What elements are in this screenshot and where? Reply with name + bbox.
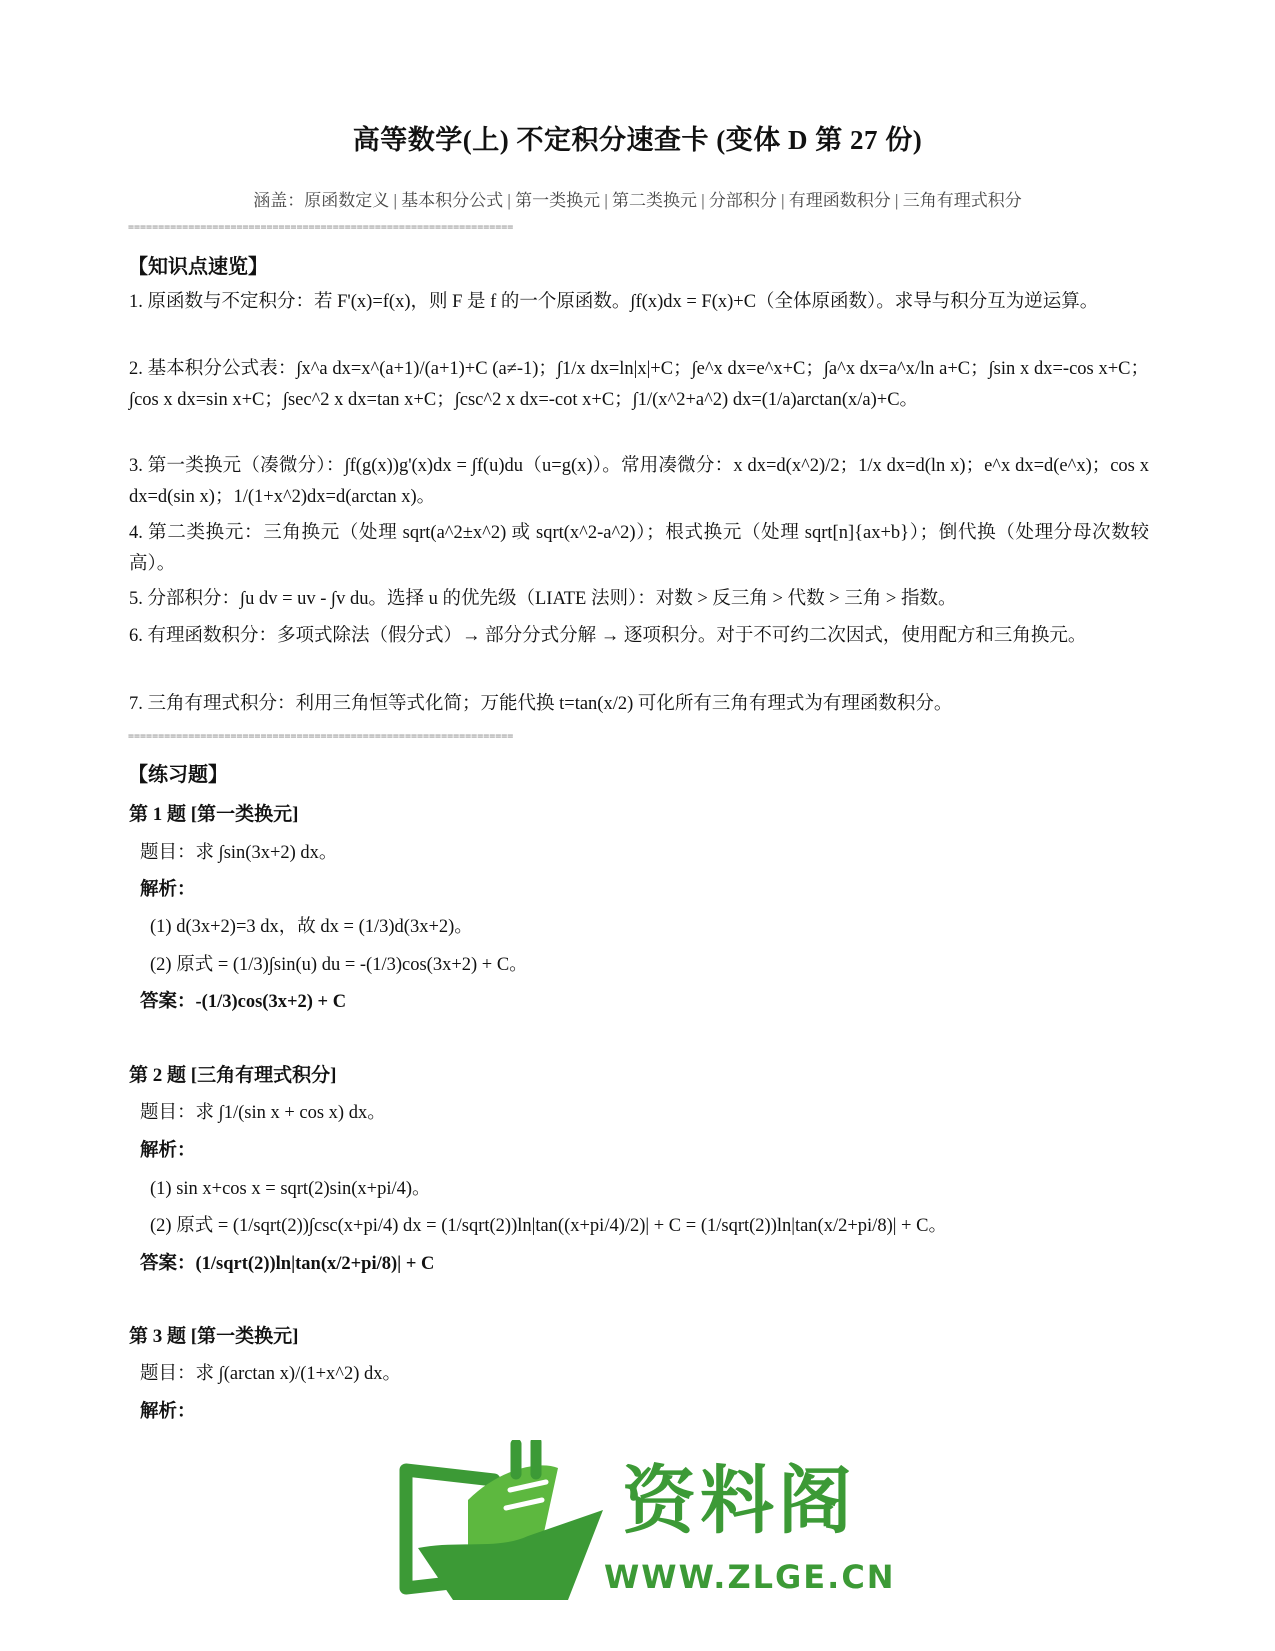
question-heading: 第 2 题 [三角有理式积分] — [129, 1065, 337, 1086]
analysis-label: 解析： — [140, 880, 196, 900]
analysis-label: 解析： — [140, 1402, 196, 1422]
analysis-step: (2) 原式 = (1/sqrt(2))∫csc(x+pi/4) dx = (1/sqrt(2))ln|tan((x+pi/4)/2)| + C = (1/sqrt(2))ln|tan(x/2+pi/8)| + C。 — [150, 1216, 947, 1236]
divider-rule: ================================================================ — [128, 222, 514, 233]
question-heading: 第 3 题 [第一类换元] — [129, 1326, 299, 1347]
question-answer: 答案：-(1/3)cos(3x+2) + C — [140, 992, 347, 1012]
question-heading: 第 1 题 [第一类换元] — [129, 804, 299, 825]
practice-heading: 【练习题】 — [128, 764, 228, 786]
question-problem: 题目：求 ∫sin(3x+2) dx。 — [140, 843, 338, 863]
question-problem: 题目：求 ∫(arctan x)/(1+x^2) dx。 — [140, 1364, 402, 1384]
question-problem: 题目：求 ∫1/(sin x + cos x) dx。 — [140, 1103, 386, 1123]
knowledge-item: 4. 第二类换元：三角换元（处理 sqrt(a^2±x^2) 或 sqrt(x^2-a^2)）；根式换元（处理 sqrt[n]{ax+b}）；倒代换（处理分母次数较高）。 — [129, 523, 1149, 574]
knowledge-item: 7. 三角有理式积分：利用三角恒等式化简；万能代换 t=tan(x/2) 可化所有三角有理式为有理函数积分。 — [129, 694, 953, 714]
knowledge-item: 6. 有理函数积分：多项式除法（假分式）→ 部分分式分解 → 逐项积分。对于不可约二次因式，使用配方和三角换元。 — [129, 626, 1087, 646]
analysis-step: (2) 原式 = (1/3)∫sin(u) du = -(1/3)cos(3x+2) + C。 — [150, 955, 528, 975]
page-subtitle: 涵盖：原函数定义 | 基本积分公式 | 第一类换元 | 第二类换元 | 分部积分 | 有理函数积分 | 三角有理式积分 — [253, 191, 1022, 210]
watermark-url: WWW.ZLGE.CN — [604, 1558, 896, 1596]
analysis-step: (1) sin x+cos x = sqrt(2)sin(x+pi/4)。 — [150, 1179, 431, 1199]
analysis-step: (1) d(3x+2)=3 dx，故 dx = (1/3)d(3x+2)。 — [150, 917, 473, 937]
knowledge-item: 5. 分部积分：∫u dv = uv - ∫v du。选择 u 的优先级（LIATE 法则）：对数 > 反三角 > 代数 > 三角 > 指数。 — [129, 589, 957, 609]
watermark-brand: 资料阁 — [622, 1458, 856, 1544]
knowledge-item: 3. 第一类换元（凑微分）：∫f(g(x))g'(x)dx = ∫f(u)du（u=g(x)）。常用凑微分：x dx=d(x^2)/2；1/x dx=d(ln x)；e^x dx=d(e^x)；cos x dx=d(sin x)；1/(1+x^2)dx=d(arctan x)。 — [129, 456, 1149, 507]
open-book-icon — [398, 1440, 613, 1605]
question-answer: 答案：(1/sqrt(2))ln|tan(x/2+pi/8)| + C — [140, 1254, 435, 1274]
knowledge-heading: 【知识点速览】 — [128, 256, 268, 278]
page-title: 高等数学(上) 不定积分速查卡 (变体 D 第 27 份) — [352, 125, 923, 155]
knowledge-item: 2. 基本积分公式表：∫x^a dx=x^(a+1)/(a+1)+C (a≠-1)；∫1/x dx=ln|x|+C；∫e^x dx=e^x+C；∫a^x dx=a^x/ln a+C；∫sin x dx=-cos x+C；∫cos x dx=sin x+C；∫sec^2 x dx=tan x+C；∫csc^2 x dx=-cot x+C；∫1/(x^2+a^2) dx=(1/a)arctan(x/a)+C。 — [129, 359, 1149, 410]
knowledge-item: 1. 原函数与不定积分：若 F'(x)=f(x)，则 F 是 f 的一个原函数。∫f(x)dx = F(x)+C（全体原函数）。求导与积分互为逆运算。 — [129, 292, 1099, 312]
watermark-logo — [398, 1440, 896, 1620]
divider-rule: ================================================================ — [128, 731, 514, 742]
analysis-label: 解析： — [140, 1141, 196, 1161]
